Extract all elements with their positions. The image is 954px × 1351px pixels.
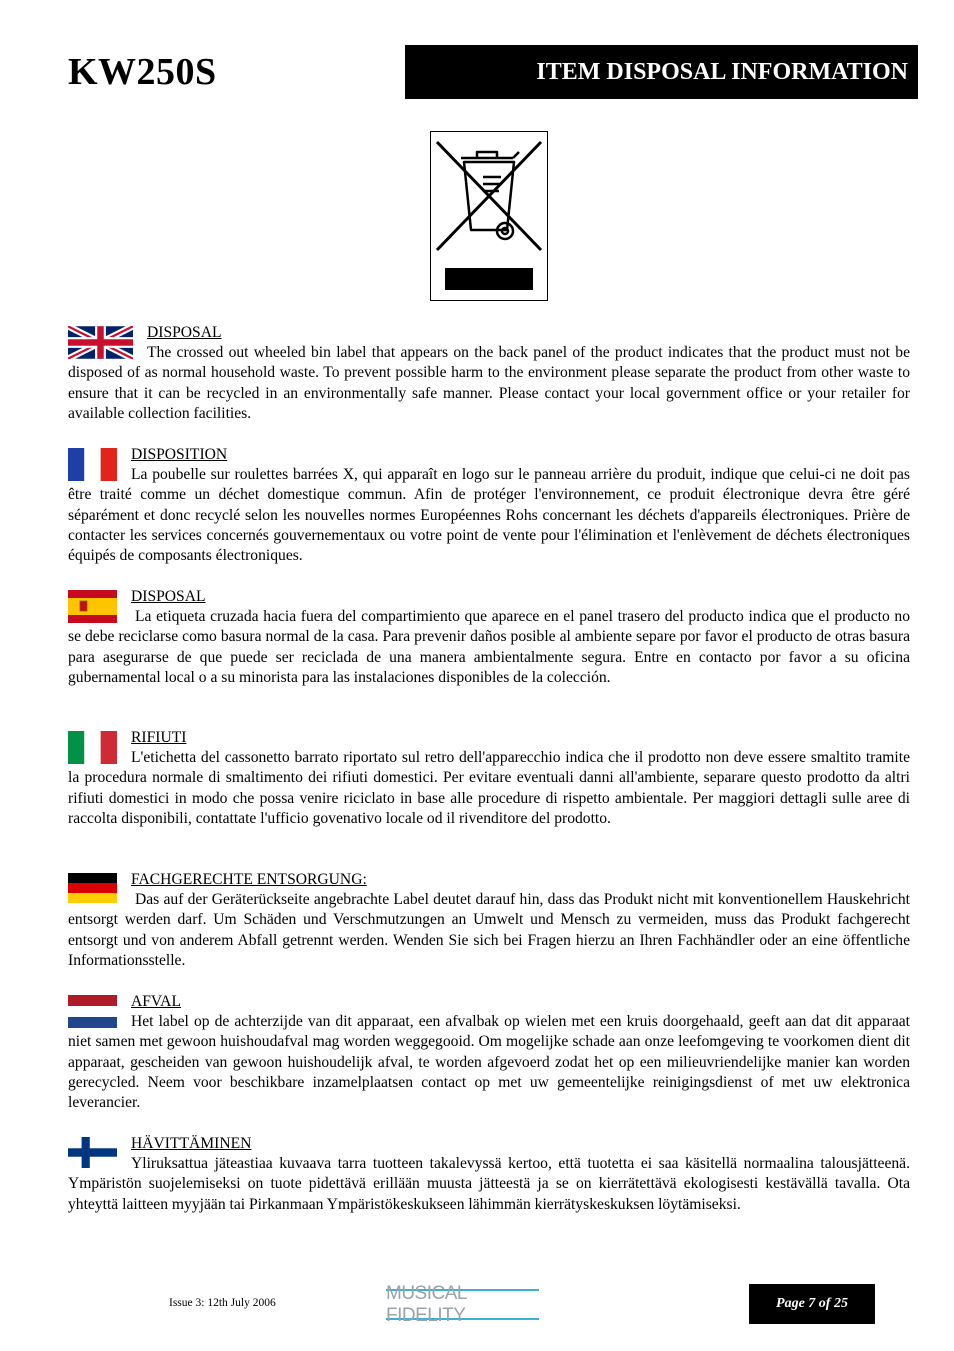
- section-heading: HÄVITTÄMINEN: [131, 1135, 252, 1152]
- section-body-text: Das auf der Geräterückseite angebrachte Label deutet darauf hin, dass das Produkt nicht mit konventionellem Hauskehricht entsorgt werden darf. Um Schäden und Verschmutzungen an Umwelt und Mensch zu vermeiden, muss das Produkt fachgerecht entsorgt und von anderem Abfall getrennt werden. Wenden Sie sich bei Fragen hierzu an Ihren Fachhändler oder an eine öffentliche Informationsstelle.: [68, 891, 910, 969]
- section-body-text: Yliruksattua jäteastiaa kuvaava tarra tuotteen takalevyssä kertoo, että tuotetta ei saa käsitellä normaalina talousjätteenä. Ympäristön suojelemiseksi on tuote pidettävä erillään muusta jätteestä ja se on kierrätettävä ekologisesti kestävällä tavalla. Ota yhteyttä laitteen myyjään tai Pirkanmaan Ympäristökeskukseen lähimmän kierrätyskeskuksen löytämiseksi.: [68, 1155, 910, 1213]
- section-heading: DISPOSITION: [131, 446, 228, 463]
- section-body-text: L'etichetta del cassonetto barrato riportato sul retro dell'apparecchio indica che il prodotto non deve essere smaltito tramite la procedura normale di smaltimento dei rifiuti domestici. Per evitare eventuali danni all'ambiente, separare questo prodotto da altri rifiuti domestici in modo che possa venire riciclato in base alle procedure di rispetto ambientale. Per maggiori dettagli sulle aree di raccolta disponibili, contattate l'ufficio govenativo locale od il rivenditore del prodotto.: [68, 749, 910, 827]
- section-heading: AFVAL: [131, 993, 181, 1010]
- finland-flag-icon: [68, 1137, 117, 1168]
- section-title: ITEM DISPOSAL INFORMATION: [536, 58, 908, 85]
- section-body-text: The crossed out wheeled bin label that appears on the back panel of the product indicates that the product must not be disposed of as normal household waste. To prevent possible harm to the environment please separate the product from other waste to ensure that it can be recycled in an environmentally safe manner. Please contact your local government office or your retailer for available collection facilities.: [68, 344, 910, 422]
- section-finland: [68, 1134, 910, 1215]
- brand-logo-text: MUSICAL FIDELITY: [386, 1282, 467, 1326]
- section-france: [68, 445, 910, 566]
- section-italy: [68, 728, 910, 829]
- brand-logo: [386, 1282, 539, 1326]
- section-heading: FACHGERECHTE ENTSORGUNG:: [131, 871, 367, 888]
- france-flag-icon: [68, 448, 117, 481]
- section-title-bar: [405, 45, 918, 99]
- section-spain: [68, 587, 910, 688]
- page-number-box: [749, 1284, 875, 1324]
- spain-flag-icon: [68, 590, 117, 623]
- issue-date: Issue 3: 12th July 2006: [169, 1297, 276, 1309]
- section-body: [68, 992, 910, 1113]
- section-heading: RIFIUTI: [131, 729, 187, 746]
- section-body-text: Het label op de achterzijde van dit apparaat, een afvalbak op wielen met een kruis doorgehaald, geeft aan dat dit apparaat niet samen met gewoon huishoudafval mag worden weggegooid. Om mogelijke schade aan onze leefomgeving te voorkomen dient dit apparaat, gescheiden van gewoon huishoudelijk afval, te worden afgevoerd zodat het op een milieuvriendelijke manier kan worden gerecycled. Neem voor beschikbare inzamelplaatsen contact op met uw gemeentelijke reinigingsdienst of met uw elektronica leverancier.: [68, 1013, 910, 1112]
- model-title: KW250S: [68, 51, 217, 93]
- crossed-out-wheelie-bin-icon: [430, 131, 548, 301]
- section-body: [68, 728, 910, 829]
- page-number: Page 7 of 25: [776, 1296, 848, 1311]
- netherlands-flag-icon: [68, 995, 117, 1028]
- section-heading: DISPOSAL: [131, 588, 206, 605]
- section-germany: [68, 870, 910, 971]
- italy-flag-icon: [68, 731, 117, 764]
- section-netherlands: [68, 992, 910, 1113]
- section-uk: [68, 323, 910, 424]
- section-heading: DISPOSAL: [147, 324, 222, 341]
- section-body-text: La etiqueta cruzada hacia fuera del compartimiento que aparece en el panel trasero del producto indica que el producto no se debe reciclarse como basura normal de la casa. Para prevenir daños posible al ambiente separe por favor el producto de otras basura para asegurarse de que puede ser reciclada de una manera ambientalmente segura. Entre en contacto por favor a su oficina gubernamental local o a su minorista para las instalaciones disponibles de la colección.: [68, 608, 910, 686]
- section-body-text: La poubelle sur roulettes barrées X, qui apparaît en logo sur le panneau arrière du produit, indique que celui-ci ne doit pas être traité comme un déchet domestique commun. Afin de protéger l'environnement, ce produit électronique devra être géré séparément et donc recyclé selon les nouvelles normes Européennes Rohs concernant les déchets d'appareils électroniques. Prière de contacter les services concernés gouvernementaux ou votre point de vente pour l'élimination et l'enlèvement de déchets électroniques équipés de composants électroniques.: [68, 466, 910, 565]
- germany-flag-icon: [68, 873, 117, 903]
- uk-flag-icon: [68, 326, 133, 359]
